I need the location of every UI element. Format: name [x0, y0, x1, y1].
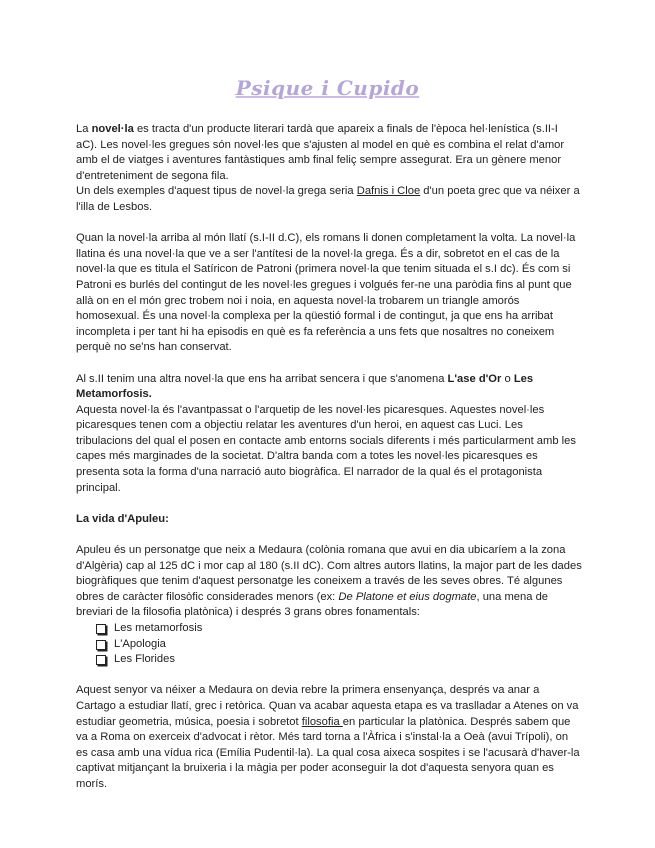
intro-text-2: es tracta d'un producte literari tardà que apareix a finals de l'època hel·lenística (s.II-I aC). Les novel·les gregues són novel·les que s'ajusten al model en què es combina el relat d'amor amb el de viatges i aventures fantàstiques amb final feliç sempre assegurat. Era un gènere menor d'entreteniment de segona fila.: [76, 123, 565, 182]
intro-text-1: La: [76, 123, 92, 135]
picaresque-paragraph: Aquesta novel·la és l'avantpassat o l'arquetip de les novel·les picaresques. Aquestes novel·les picaresques tenen com a objectiu relatar les aventures d'un heroi, en aquest cas Luci. Les tribulacions del qual el posen en contacte amb entorns socials diferents i més particularment amb les capes més marginades de la societat. D'altra banda com a totes les novel·les picaresques es presenta sota la forma d'una narració auto biogràfica. El narrador de la qual és el protagonista principal.: [76, 403, 576, 494]
apuleu-text-2: , una mena de breviari de la filosofia platònica) i després 3 grans obres fonamentals:: [76, 590, 549, 619]
ase-paragraph: [76, 372, 582, 403]
filosofia-link[interactable]: filosofia: [301, 715, 343, 728]
section-heading-text: La vida d'Apuleu:: [76, 512, 169, 525]
checkbox-bullet-icon: [96, 624, 106, 634]
document-body: [76, 122, 582, 793]
intro-bold-term: novel·la: [91, 123, 134, 135]
page-title: Psique i Cupido: [235, 76, 420, 100]
apuleu-paragraph: [76, 543, 582, 621]
ase-text-1: Al s.II tenim una altra novel·la que ens ha arribat sencera i que s'anomena: [76, 372, 448, 385]
list-item: [96, 621, 582, 637]
checkbox-bullet-icon: [96, 640, 106, 650]
life-text-2: en particular la platònica. Després sabem que va a Roma on exerceix d'advocat i rètor. Més tard torna a l'Àfrica i s'instal·la a Oeà (avui Trípoli), on es casa amb una vídua rica (Emília Pudentil·la). La qual cosa aixeca sospites i se l'acusarà d'haver-la captivat mitjançant la bruixeria i la màgia per poder aconseguir la dot d'aquesta senyora quan es morís.: [76, 715, 580, 790]
apuleu-italic-work: De Platone et eius dogmate: [338, 590, 477, 603]
intro-paragraph: [76, 122, 582, 184]
apuleu-text-1: Apuleu és un personatge que neix a Medaura (colònia romana que avui en dia ubicaríem a la zona d'Algèria) cap al 125 dC i mor cap al 180 (s.II dC). Com altres autors llatins, la major part de les dades biogràfiques que tenim d'aquest personatge les coneixem a través de les seves obres. Té algunes obres de caràcter filosòfic considerades menors (ex:: [76, 544, 582, 603]
list-item-label: L'Apologia: [114, 637, 166, 650]
section-heading: [76, 512, 582, 528]
list-item-label: Les metamorfosis: [114, 622, 203, 634]
list-item: [96, 637, 582, 653]
latin-novel-paragraph: Quan la novel·la arriba al món llatí (s.I-II d.C), els romans li donen completament la volta. La novel·la llatina és una novel·la que ve a ser l'antítesi de la novel·la grega. És a dir, sobretot en el cas de la novel·la que es titula el Satíricon de Patroni (primera novel·la que tenim situada el s.I dc). És com si Patroni es burlés del contingut de les novel·les gregues i volgués fer-ne una paròdia fins al punt que allà on en el món grec trobem noi i noia, en aquesta novel·la trobarem un triangle amorós homosexual. És una novel·la complexa per la qüestió formal i de contingut, ja que ens ha arribat incompleta i per tant hi ha episodis en què es fa referència a uns fets que nosaltres no coneixem perquè no se'ns han conservat.: [76, 232, 576, 354]
works-list: [76, 621, 582, 668]
example-paragraph: [76, 184, 582, 215]
checkbox-bullet-icon: [96, 655, 106, 665]
life-paragraph: [76, 683, 582, 792]
example-text-1: Un dels exemples d'aquest tipus de novel·la grega seria: [76, 185, 357, 198]
ase-text-2: o: [501, 372, 514, 385]
list-item-label: Les Florides: [114, 653, 175, 666]
ase-bold-title-1: L'ase d'Or: [447, 372, 502, 385]
life-text-1: Aquest senyor va néixer a Medaura on devia rebre la primera ensenyança, després va anar a Cartago a estudiar llatí, grec i retòrica. Quan va acabar aquesta etapa es va traslladar a Atenes on va estudiar geometria, música, poesia i sobretot: [76, 684, 579, 728]
example-text-2: d'un poeta grec que va néixer a l'illa de Lesbos.: [76, 185, 580, 213]
dafnis-cloe-link[interactable]: Dafnis i Cloe: [356, 185, 421, 198]
ase-bold-title-2: Les Metamorfosis.: [76, 372, 534, 401]
list-item: [96, 652, 582, 668]
